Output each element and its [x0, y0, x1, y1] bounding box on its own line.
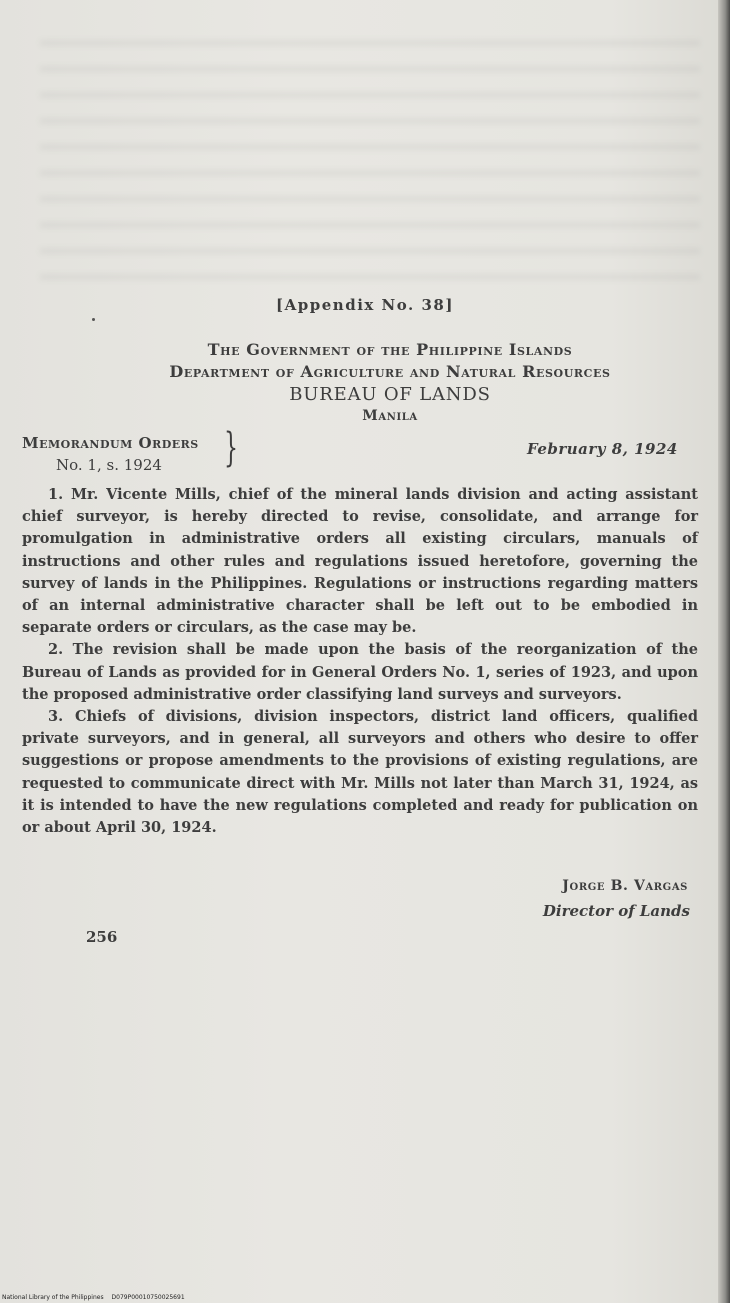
city-heading: Manila: [362, 408, 418, 424]
brace-glyph: }: [224, 425, 238, 471]
page-number: 256: [86, 928, 118, 946]
government-heading: The Government of the Philippine Islands: [207, 340, 573, 359]
memo-reference: [22, 432, 199, 476]
paragraph-3: 3. Chiefs of divisions, division inspectors, district land officers, qualified private surveyors, and in general, all surveyors and others who desire to offer suggestions or propose amendments to the provisions of existing regulations, are requested to communicate direct with Mr. Mills not later than March 31, 1924, as it is intended to have the new regulations completed and ready for publication on or about April 30, 1924.: [22, 708, 698, 837]
scan-code: D079P00010750025691: [111, 1294, 185, 1301]
scan-footer: [2, 1294, 191, 1301]
appendix-label: [Appendix No. 38]: [276, 296, 454, 314]
memo-number: No. 1, s. 1924: [56, 456, 162, 474]
book-gutter: [718, 0, 730, 1303]
signatory-title: Director of Lands: [542, 902, 690, 920]
show-through-text: [40, 40, 700, 280]
memo-body: [22, 484, 698, 839]
bureau-heading: BUREAU OF LANDS: [289, 384, 491, 405]
signatory-name: Jorge B. Vargas: [562, 878, 688, 894]
memo-title: Memorandum Orders: [22, 434, 199, 452]
library-name: National Library of the Philippines: [2, 1294, 104, 1301]
ink-speck: [92, 318, 95, 321]
memo-date: February 8, 1924: [527, 440, 678, 458]
paragraph-2: 2. The revision shall be made upon the basis of the reorganization of the Bureau of Lands as provided for in General Orders No. 1, series of 1923, and upon the proposed administrative order classifying land surveys and surveyors.: [22, 641, 698, 703]
paragraph-1: 1. Mr. Vicente Mills, chief of the mineral lands division and acting assistant chief surveyor, is hereby directed to revise, consolidate, and arrange for promulgation in administrative orders all existing circulars, manuals of instructions and other rules and regulations issued heretofore, governing the survey of lands in the Philippines. Regulations or instructions regarding matters of an internal administrative character shall be left out to be embodied in separate orders or circulars, as the case may be.: [22, 486, 698, 637]
department-heading: Department of Agriculture and Natural Resources: [169, 362, 611, 381]
